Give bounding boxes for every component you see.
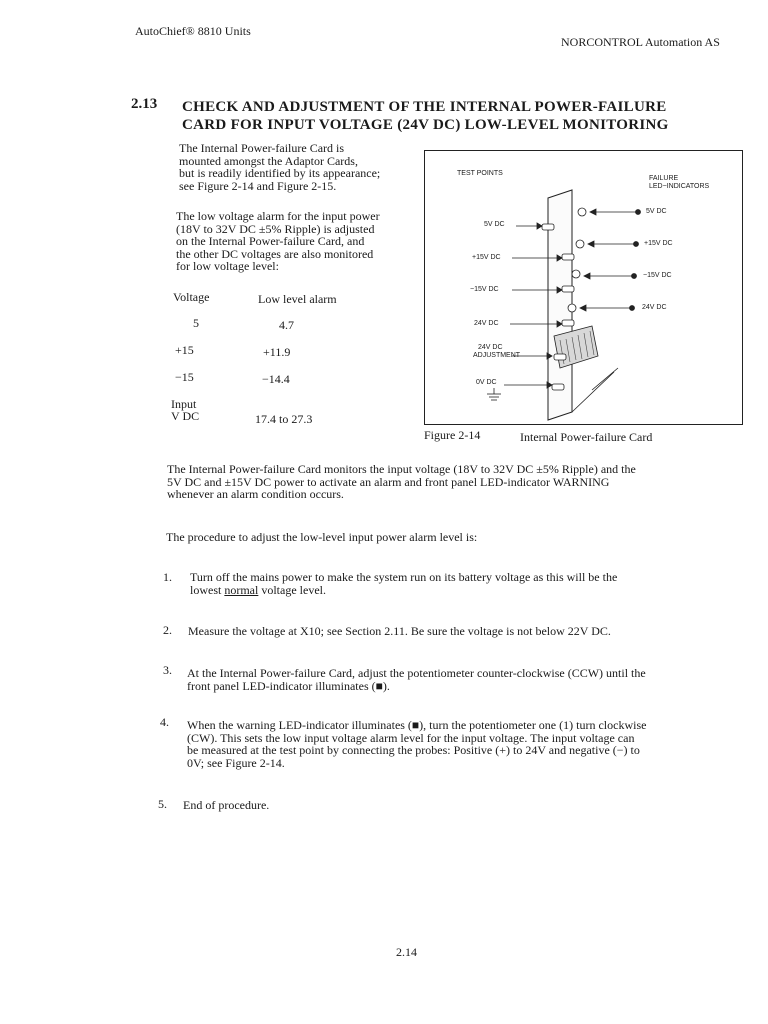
text-line: The low voltage alarm for the input power	[176, 209, 380, 223]
text-line: When the warning LED-indicator illuminates (■), turn the potentiometer one (1) turn clockwise	[187, 718, 647, 732]
text-line: Turn off the mains power to make the system run on its battery voltage as this will be the	[190, 570, 618, 584]
ground-symbol	[487, 388, 501, 400]
header-right: NORCONTROL Automation AS	[561, 35, 720, 49]
table-cell-alarm: +11.9	[263, 345, 291, 359]
text-line: the other DC voltages are also monitored	[176, 246, 374, 261]
step-3-text	[187, 667, 646, 692]
tp-label-5v: 5V DC	[484, 221, 505, 228]
text-line: whenever an alarm condition occurs.	[167, 487, 344, 501]
header-left: AutoChief® 8810 Units	[135, 24, 251, 38]
text-fragment: lowest	[190, 582, 225, 597]
table-cell-voltage: −15	[175, 370, 194, 384]
test-points-label: TEST POINTS	[457, 170, 503, 177]
step-number: 5.	[158, 797, 167, 811]
failure-label-1: FAILURE	[649, 175, 679, 182]
section-title-line2: CARD FOR INPUT VOLTAGE (24V DC) LOW-LEVEL MONITORING	[182, 117, 669, 133]
table-cell-alarm: 4.7	[279, 318, 294, 332]
step-number: 1.	[163, 570, 172, 584]
table-header-voltage: Voltage	[173, 290, 210, 304]
text-fragment: voltage level.	[258, 582, 326, 597]
text-line: Measure the voltage at X10; see Section 2.11. Be sure the voltage is not below 22V DC.	[188, 624, 611, 638]
text-line: front panel LED-indicator illuminates (■).	[187, 678, 390, 693]
text-line: End of procedure.	[183, 798, 270, 812]
monitor-paragraph	[167, 463, 636, 501]
intro-paragraph-2	[176, 210, 380, 273]
text-line: for low voltage level:	[176, 259, 279, 273]
text-line: see Figure 2-14 and Figure 2-15.	[179, 178, 337, 193]
table-cell-voltage: +15	[175, 343, 194, 357]
text-line: mounted amongst the Adaptor Cards,	[179, 153, 358, 168]
step-2-text	[188, 625, 611, 638]
tp-label-15v: +15V DC	[472, 254, 501, 261]
table-input-label-2: V DC	[171, 409, 200, 423]
table-input-value: 17.4 to 27.3	[255, 412, 313, 426]
text-line: At the Internal Power-failure Card, adjust the potentiometer counter-clockwise (CCW) until the	[187, 666, 646, 680]
text-line: The Internal Power-failure Card monitors the input voltage (18V to 32V DC ±5% Ripple) and the	[167, 462, 636, 476]
procedure-intro: The procedure to adjust the low-level input power alarm level is:	[166, 530, 478, 544]
emphasis-normal: normal	[224, 582, 259, 597]
figure-caption-number: Figure 2-14	[424, 428, 481, 442]
led-label-m15v: −15V DC	[643, 272, 672, 279]
section-title-line1: CHECK AND ADJUSTMENT OF THE INTERNAL POWER-FAILURE	[182, 99, 667, 115]
step-number: 3.	[163, 663, 172, 677]
section-number: 2.13	[131, 96, 158, 112]
table-cell-alarm: −14.4	[262, 372, 290, 386]
step-number: 2.	[163, 623, 172, 637]
text-line	[190, 584, 617, 597]
tp-label-adj-2: ADJUSTMENT	[473, 352, 521, 359]
text-line: be measured at the test point by connecting the probes: Positive (+) to 24V and negative (−) to	[187, 743, 640, 757]
led-label-24v: 24V DC	[642, 304, 667, 311]
failure-label-2: LED−INDICATORS	[649, 183, 710, 190]
text-line: but is readily identified by its appearance;	[179, 166, 381, 180]
step-4-text	[187, 719, 646, 769]
tp-label-m15v: −15V DC	[470, 286, 499, 293]
led-label-15v: +15V DC	[644, 240, 673, 247]
figure-caption-text: Internal Power-failure Card	[520, 430, 653, 444]
text-line: (18V to 32V DC ±5% Ripple) is adjusted	[176, 221, 375, 236]
text-line: on the Internal Power-failure Card, and	[176, 234, 365, 248]
text-line: (CW). This sets the low input voltage alarm level for the input voltage. The input voltage can	[187, 730, 635, 745]
figure-2-14	[424, 150, 744, 426]
text-line: The Internal Power-failure Card is	[179, 141, 345, 155]
step-number: 4.	[160, 715, 169, 729]
page-number: 2.14	[396, 945, 417, 959]
table-cell-voltage: 5	[193, 316, 199, 330]
led-leaders	[580, 209, 641, 311]
step-1-text	[190, 571, 617, 596]
text-line: 0V; see Figure 2-14.	[187, 755, 285, 770]
tp-label-0v: 0V DC	[476, 379, 497, 386]
tp-label-adj-1: 24V DC	[478, 344, 503, 351]
tp-label-24v: 24V DC	[474, 320, 499, 327]
led-label-5v: 5V DC	[646, 208, 667, 215]
table-input-label-1: Input	[171, 397, 197, 411]
intro-paragraph-1	[179, 142, 380, 192]
table-header-alarm: Low level alarm	[258, 292, 337, 306]
text-line: 5V DC and ±15V DC power to activate an alarm and front panel LED-indicator WARNING	[167, 474, 610, 489]
step-5-text	[183, 799, 269, 812]
